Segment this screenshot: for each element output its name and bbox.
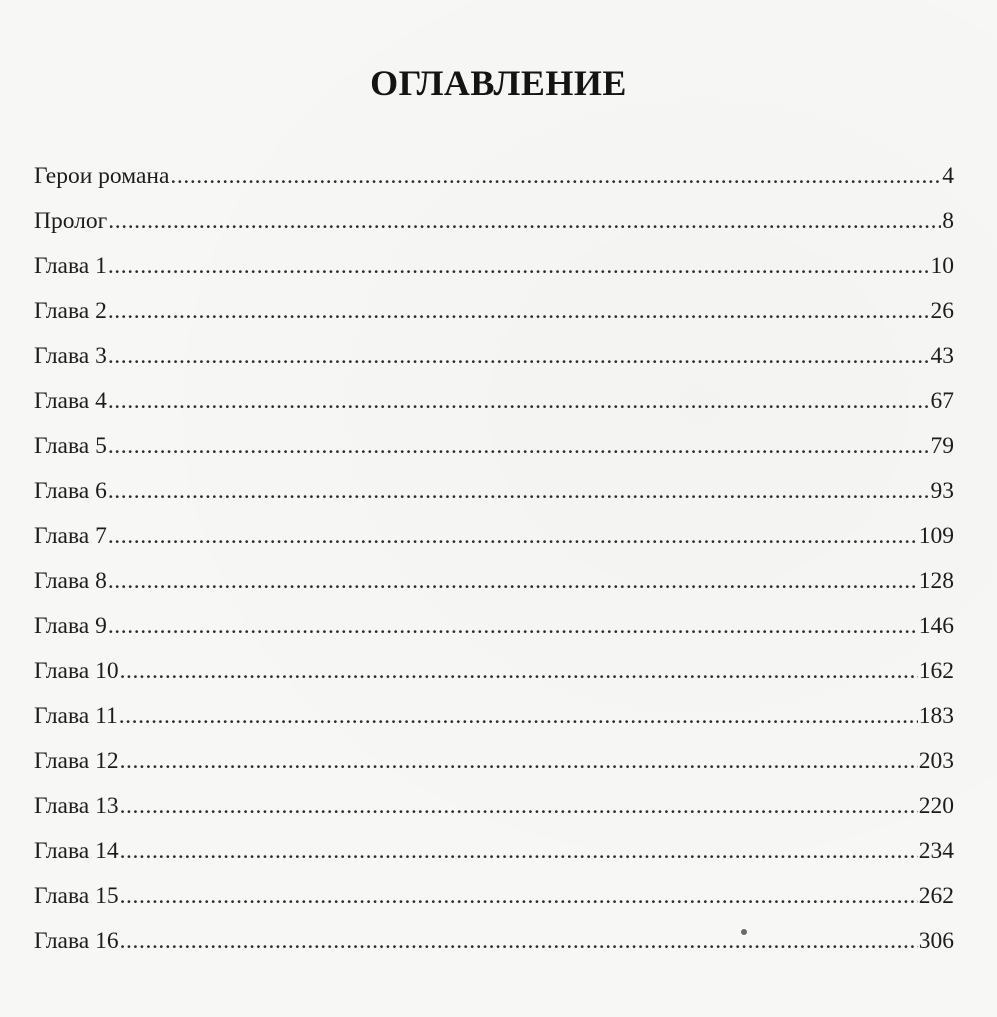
toc-page-number: 67 xyxy=(930,387,954,414)
toc-entry-chapter-3 xyxy=(34,323,954,368)
toc-page-number: 8 xyxy=(942,207,954,234)
toc-entry-prologue xyxy=(34,188,954,233)
toc-page-number: 4 xyxy=(942,162,954,189)
toc-dot-leader xyxy=(170,165,941,189)
toc-entry-label: Глава 13 xyxy=(34,792,119,819)
toc-entry-label: Глава 5 xyxy=(34,432,107,459)
toc-entry-heroes xyxy=(34,143,954,188)
toc-entry-label: Глава 16 xyxy=(34,927,119,954)
toc-entry-chapter-9 xyxy=(34,593,954,638)
toc-entry-label: Глава 7 xyxy=(34,522,107,549)
page-title: ОГЛАВЛЕНИЕ xyxy=(370,63,627,103)
toc-page-number: 93 xyxy=(930,477,954,504)
toc-entry-chapter-16 xyxy=(34,908,954,953)
toc-page-number: 306 xyxy=(918,927,954,954)
toc-entry-label: Глава 12 xyxy=(34,747,119,774)
toc-entry-chapter-10 xyxy=(34,638,954,683)
toc-dot-leader xyxy=(120,840,918,864)
toc-dot-leader xyxy=(108,615,918,639)
toc-entry-label: Герои романа xyxy=(34,162,170,189)
toc-dot-leader xyxy=(120,660,918,684)
toc-entry-chapter-13 xyxy=(34,773,954,818)
toc-page-number: 79 xyxy=(930,432,954,459)
toc-dot-leader xyxy=(108,345,930,369)
toc-page-number: 128 xyxy=(918,567,954,594)
toc-entry-label: Глава 10 xyxy=(34,657,119,684)
toc-dot-leader xyxy=(119,705,918,729)
toc-dot-leader xyxy=(120,795,918,819)
toc-dot-leader xyxy=(108,390,930,414)
table-of-contents xyxy=(34,143,954,953)
toc-page-number: 203 xyxy=(918,747,954,774)
toc-dot-leader xyxy=(108,525,918,549)
toc-entry-chapter-14 xyxy=(34,818,954,863)
toc-dot-leader xyxy=(120,885,918,909)
toc-entry-label: Глава 3 xyxy=(34,342,107,369)
toc-entry-label: Глава 11 xyxy=(34,702,118,729)
toc-entry-label: Глава 1 xyxy=(34,252,107,279)
toc-dot-leader xyxy=(120,750,918,774)
toc-page-number: 146 xyxy=(918,612,954,639)
toc-entry-chapter-11 xyxy=(34,683,954,728)
toc-page-number: 162 xyxy=(918,657,954,684)
toc-page-number: 26 xyxy=(930,297,954,324)
toc-entry-chapter-6 xyxy=(34,458,954,503)
toc-page-number: 10 xyxy=(930,252,954,279)
toc-entry-chapter-15 xyxy=(34,863,954,908)
toc-entry-chapter-7 xyxy=(34,503,954,548)
toc-dot-leader xyxy=(108,300,930,324)
toc-entry-label: Глава 2 xyxy=(34,297,107,324)
toc-entry-label: Глава 14 xyxy=(34,837,119,864)
toc-dot-leader xyxy=(108,255,930,279)
ink-dot-mark xyxy=(741,929,747,935)
toc-entry-label: Пролог xyxy=(34,207,108,234)
toc-dot-leader xyxy=(120,930,918,954)
toc-entry-label: Глава 9 xyxy=(34,612,107,639)
toc-entry-label: Глава 4 xyxy=(34,387,107,414)
toc-entry-chapter-12 xyxy=(34,728,954,773)
toc-page-number: 43 xyxy=(930,342,954,369)
toc-page-number: 262 xyxy=(918,882,954,909)
toc-dot-leader xyxy=(108,480,930,504)
toc-page-number: 220 xyxy=(918,792,954,819)
toc-page-number: 234 xyxy=(918,837,954,864)
toc-entry-chapter-1 xyxy=(34,233,954,278)
toc-dot-leader xyxy=(108,210,941,234)
toc-entry-chapter-5 xyxy=(34,413,954,458)
toc-entry-label: Глава 15 xyxy=(34,882,119,909)
toc-page-number: 109 xyxy=(918,522,954,549)
toc-page-number: 183 xyxy=(918,702,954,729)
toc-entry-chapter-2 xyxy=(34,278,954,323)
toc-dot-leader xyxy=(108,435,930,459)
toc-entry-chapter-4 xyxy=(34,368,954,413)
toc-entry-label: Глава 6 xyxy=(34,477,107,504)
toc-entry-label: Глава 8 xyxy=(34,567,107,594)
toc-dot-leader xyxy=(108,570,918,594)
toc-entry-chapter-8 xyxy=(34,548,954,593)
